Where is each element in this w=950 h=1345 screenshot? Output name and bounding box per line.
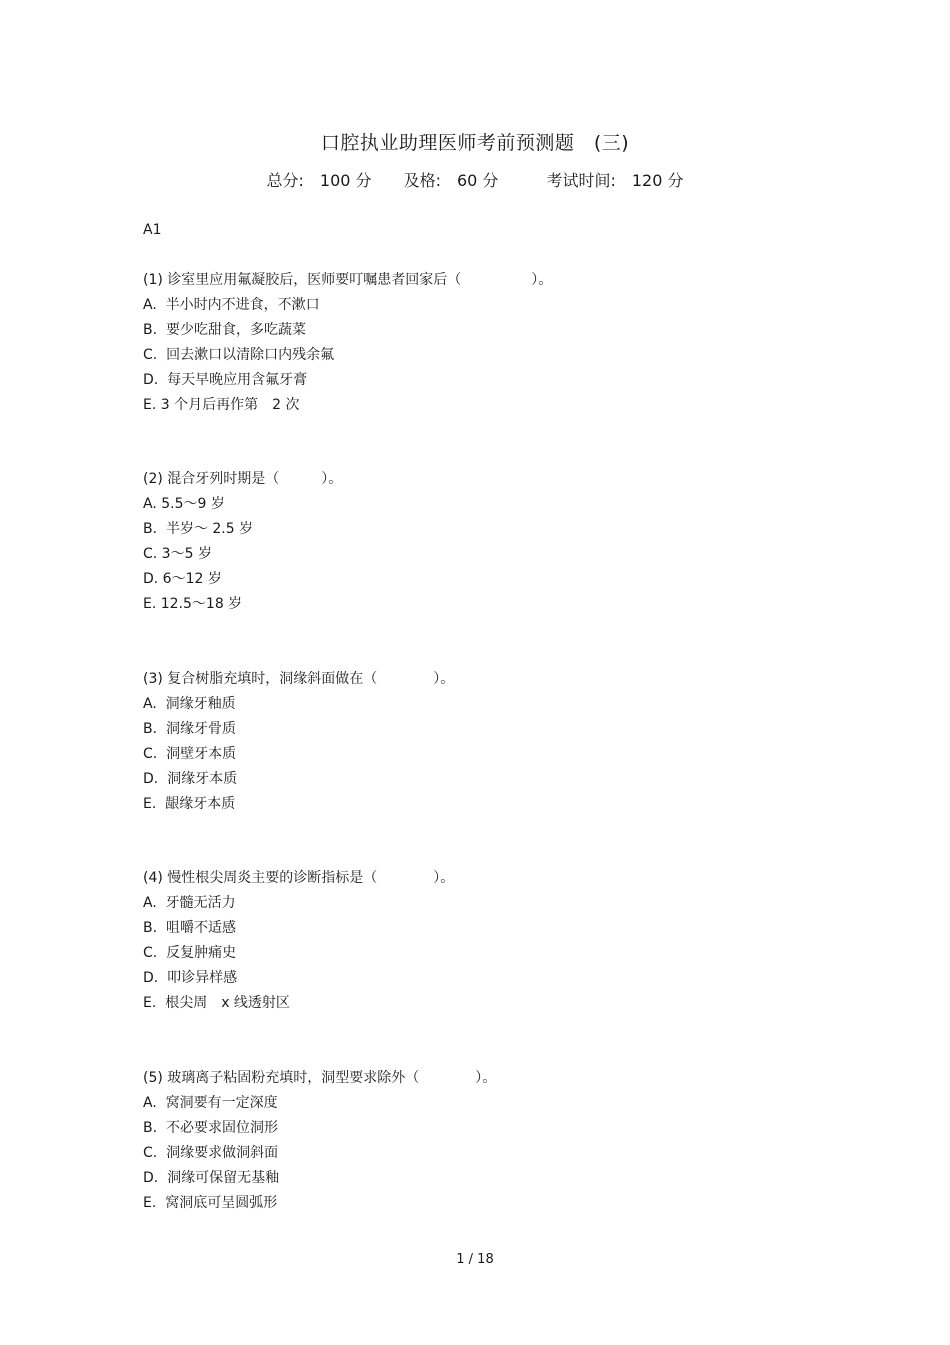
option-c: C. 洞缘要求做洞斜面 [143, 1145, 279, 1161]
option-d: D. 洞缘可保留无基釉 [143, 1170, 280, 1186]
option-a: A. 5.5～9 岁 [143, 496, 225, 512]
option-a: A. 牙髓无活力 [143, 895, 236, 911]
question-stem: (1) 诊室里应用氟凝胶后，医师要叮嘱患者回家后（ ）。 [143, 272, 553, 288]
option-c: C. 反复肿痛史 [143, 945, 237, 961]
option-b: B. 要少吃甜食，多吃蔬菜 [143, 322, 306, 338]
option-b: B. 洞缘牙骨质 [143, 721, 236, 737]
exam-meta [0, 168, 950, 191]
section-label: A1 [143, 222, 162, 238]
question-2 [143, 467, 843, 617]
option-a: A. 窝洞要有一定深度 [143, 1095, 278, 1111]
option-c: C. 回去漱口以清除口内残余氟 [143, 347, 335, 363]
option-e: E. 龈缘牙本质 [143, 796, 236, 812]
page-number: 1 / 18 [456, 1252, 494, 1267]
option-d: D. 叩诊异样感 [143, 970, 238, 986]
option-d: D. 洞缘牙本质 [143, 771, 238, 787]
question-stem: (3) 复合树脂充填时，洞缘斜面做在（ ）。 [143, 671, 455, 687]
question-stem: (5) 玻璃离子粘固粉充填时，洞型要求除外（ ）。 [143, 1070, 497, 1086]
total-score: 总分: 100 分 [266, 171, 372, 190]
option-c: C. 3～5 岁 [143, 546, 212, 562]
question-1 [143, 268, 843, 418]
question-4 [143, 866, 843, 1016]
exam-time: 考试时间: 120 分 [546, 171, 684, 190]
option-b: B. 半岁～ 2.5 岁 [143, 521, 254, 537]
option-d: D. 6～12 岁 [143, 571, 222, 587]
option-d: D. 每天早晚应用含氟牙膏 [143, 372, 308, 388]
option-b: B. 不必要求固位洞形 [143, 1120, 278, 1136]
option-a: A. 半小时内不进食，不漱口 [143, 297, 320, 313]
option-b: B. 咀嚼不适感 [143, 920, 236, 936]
question-3 [143, 667, 843, 817]
question-5 [143, 1066, 843, 1216]
question-stem: (2) 混合牙列时期是（ ）。 [143, 471, 343, 487]
option-e: E. 窝洞底可呈圆弧形 [143, 1195, 278, 1211]
page-title: 口腔执业助理医师考前预测题 (三) [320, 132, 630, 154]
question-stem: (4) 慢性根尖周炎主要的诊断指标是（ ）。 [143, 870, 455, 886]
option-c: C. 洞壁牙本质 [143, 746, 237, 762]
option-e: E. 3 个月后再作第 2 次 [143, 397, 300, 413]
option-e: E. 12.5～18 岁 [143, 596, 243, 612]
option-a: A. 洞缘牙釉质 [143, 696, 236, 712]
pass-score: 及格: 60 分 [403, 171, 499, 190]
option-e: E. 根尖周 x 线透射区 [143, 995, 290, 1011]
